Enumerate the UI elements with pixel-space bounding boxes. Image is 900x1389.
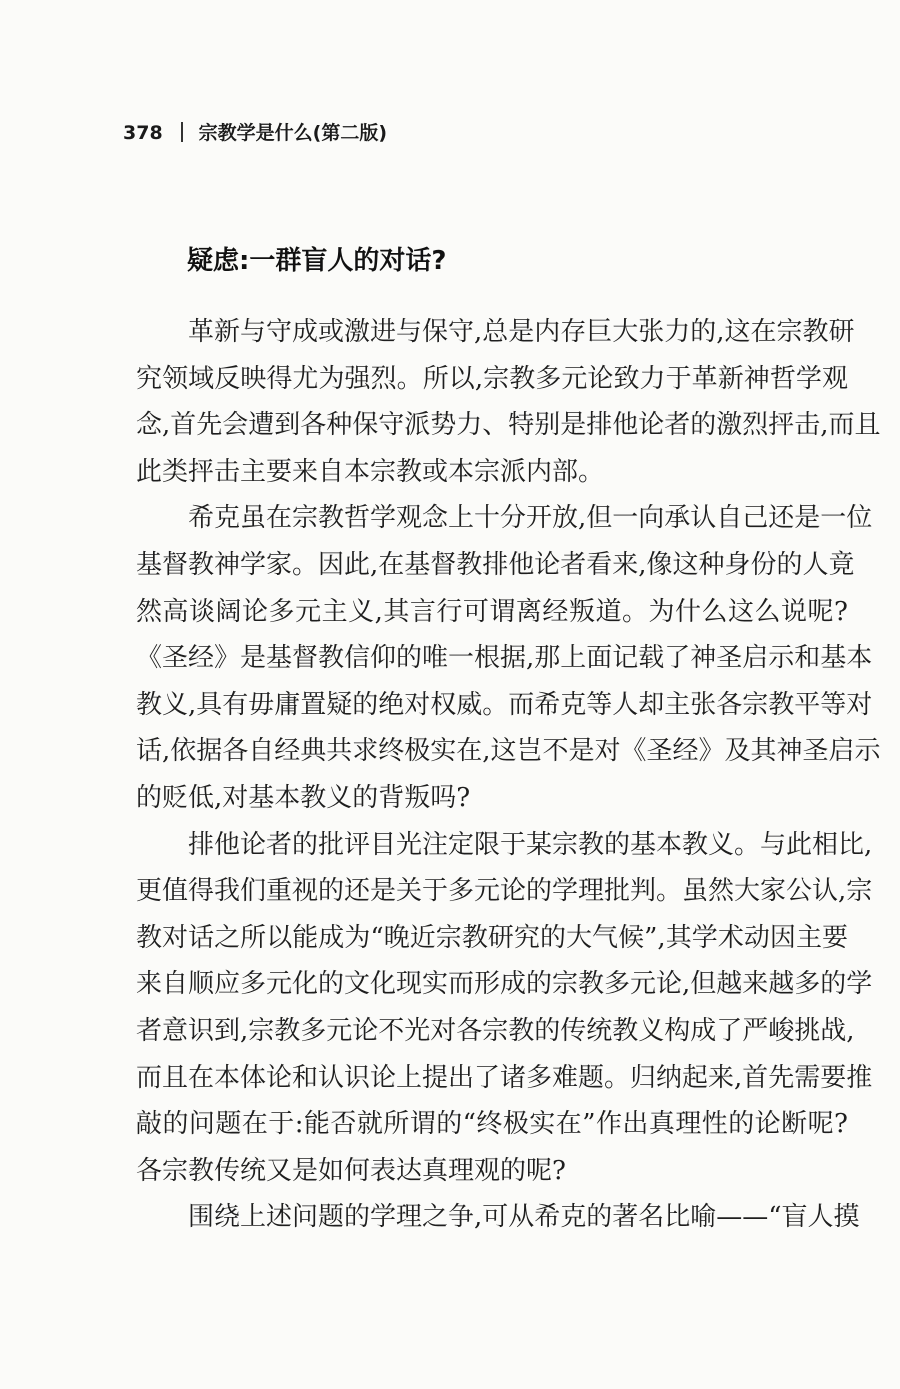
text-line: 《圣经》是基督教信仰的唯一根据,那上面记载了神圣启示和基本 (136, 643, 873, 674)
text-line: 来自顺应多元化的文化现实而形成的宗教多元论,但越来越多的学 (136, 969, 873, 1000)
header-divider (181, 122, 183, 142)
text-line: 教对话之所以能成为“晚近宗教研究的大气候”,其学术动因主要 (136, 922, 848, 953)
text-line: 此类抨击主要来自本宗教或本宗派内部。 (136, 456, 605, 487)
body-text (136, 309, 881, 1241)
text-line: 排他论者的批评目光注定限于某宗教的基本教义。与此相比, (188, 829, 873, 860)
text-line: 敲的问题在于:能否就所谓的“终极实在”作出真理性的论断呢? (136, 1109, 848, 1140)
text-line: 究领域反映得尤为强烈。所以,宗教多元论致力于革新神哲学观 (136, 363, 848, 394)
text-line: 话,依据各自经典共求终极实在,这岂不是对《圣经》及其神圣启示 (136, 736, 881, 767)
text-line: 基督教神学家。因此,在基督教排他论者看来,像这种身份的人竟 (136, 549, 855, 580)
section-title: 疑虑:一群盲人的对话? (187, 246, 447, 276)
text-line: 然高谈阔论多元主义,其言行可谓离经叛道。为什么这么说呢? (136, 596, 848, 627)
running-head (123, 118, 387, 145)
text-line: 者意识到,宗教多元论不光对各宗教的传统教义构成了严峻挑战, (136, 1015, 855, 1046)
text-line: 更值得我们重视的还是关于多元论的学理批判。虽然大家公认,宗 (136, 876, 873, 907)
text-line: 希克虽在宗教哲学观念上十分开放,但一向承认自己还是一位 (188, 503, 873, 534)
text-line: 各宗教传统又是如何表达真理观的呢? (136, 1155, 566, 1186)
text-line: 的贬低,对基本教义的背叛吗? (136, 782, 471, 813)
text-line: 念,首先会遭到各种保守派势力、特别是排他论者的激烈抨击,而且 (136, 410, 881, 441)
page-number: 378 (123, 122, 163, 144)
text-line: 围绕上述问题的学理之争,可从希克的著名比喻——“盲人摸 (188, 1202, 860, 1233)
text-line: 革新与守成或激进与保守,总是内存巨大张力的,这在宗教研 (188, 317, 855, 347)
text-line: 教义,具有毋庸置疑的绝对权威。而希克等人却主张各宗教平等对 (136, 689, 873, 720)
book-title: 宗教学是什么(第二版) (198, 122, 388, 144)
text-line: 而且在本体论和认识论上提出了诸多难题。归纳起来,首先需要推 (136, 1062, 873, 1093)
